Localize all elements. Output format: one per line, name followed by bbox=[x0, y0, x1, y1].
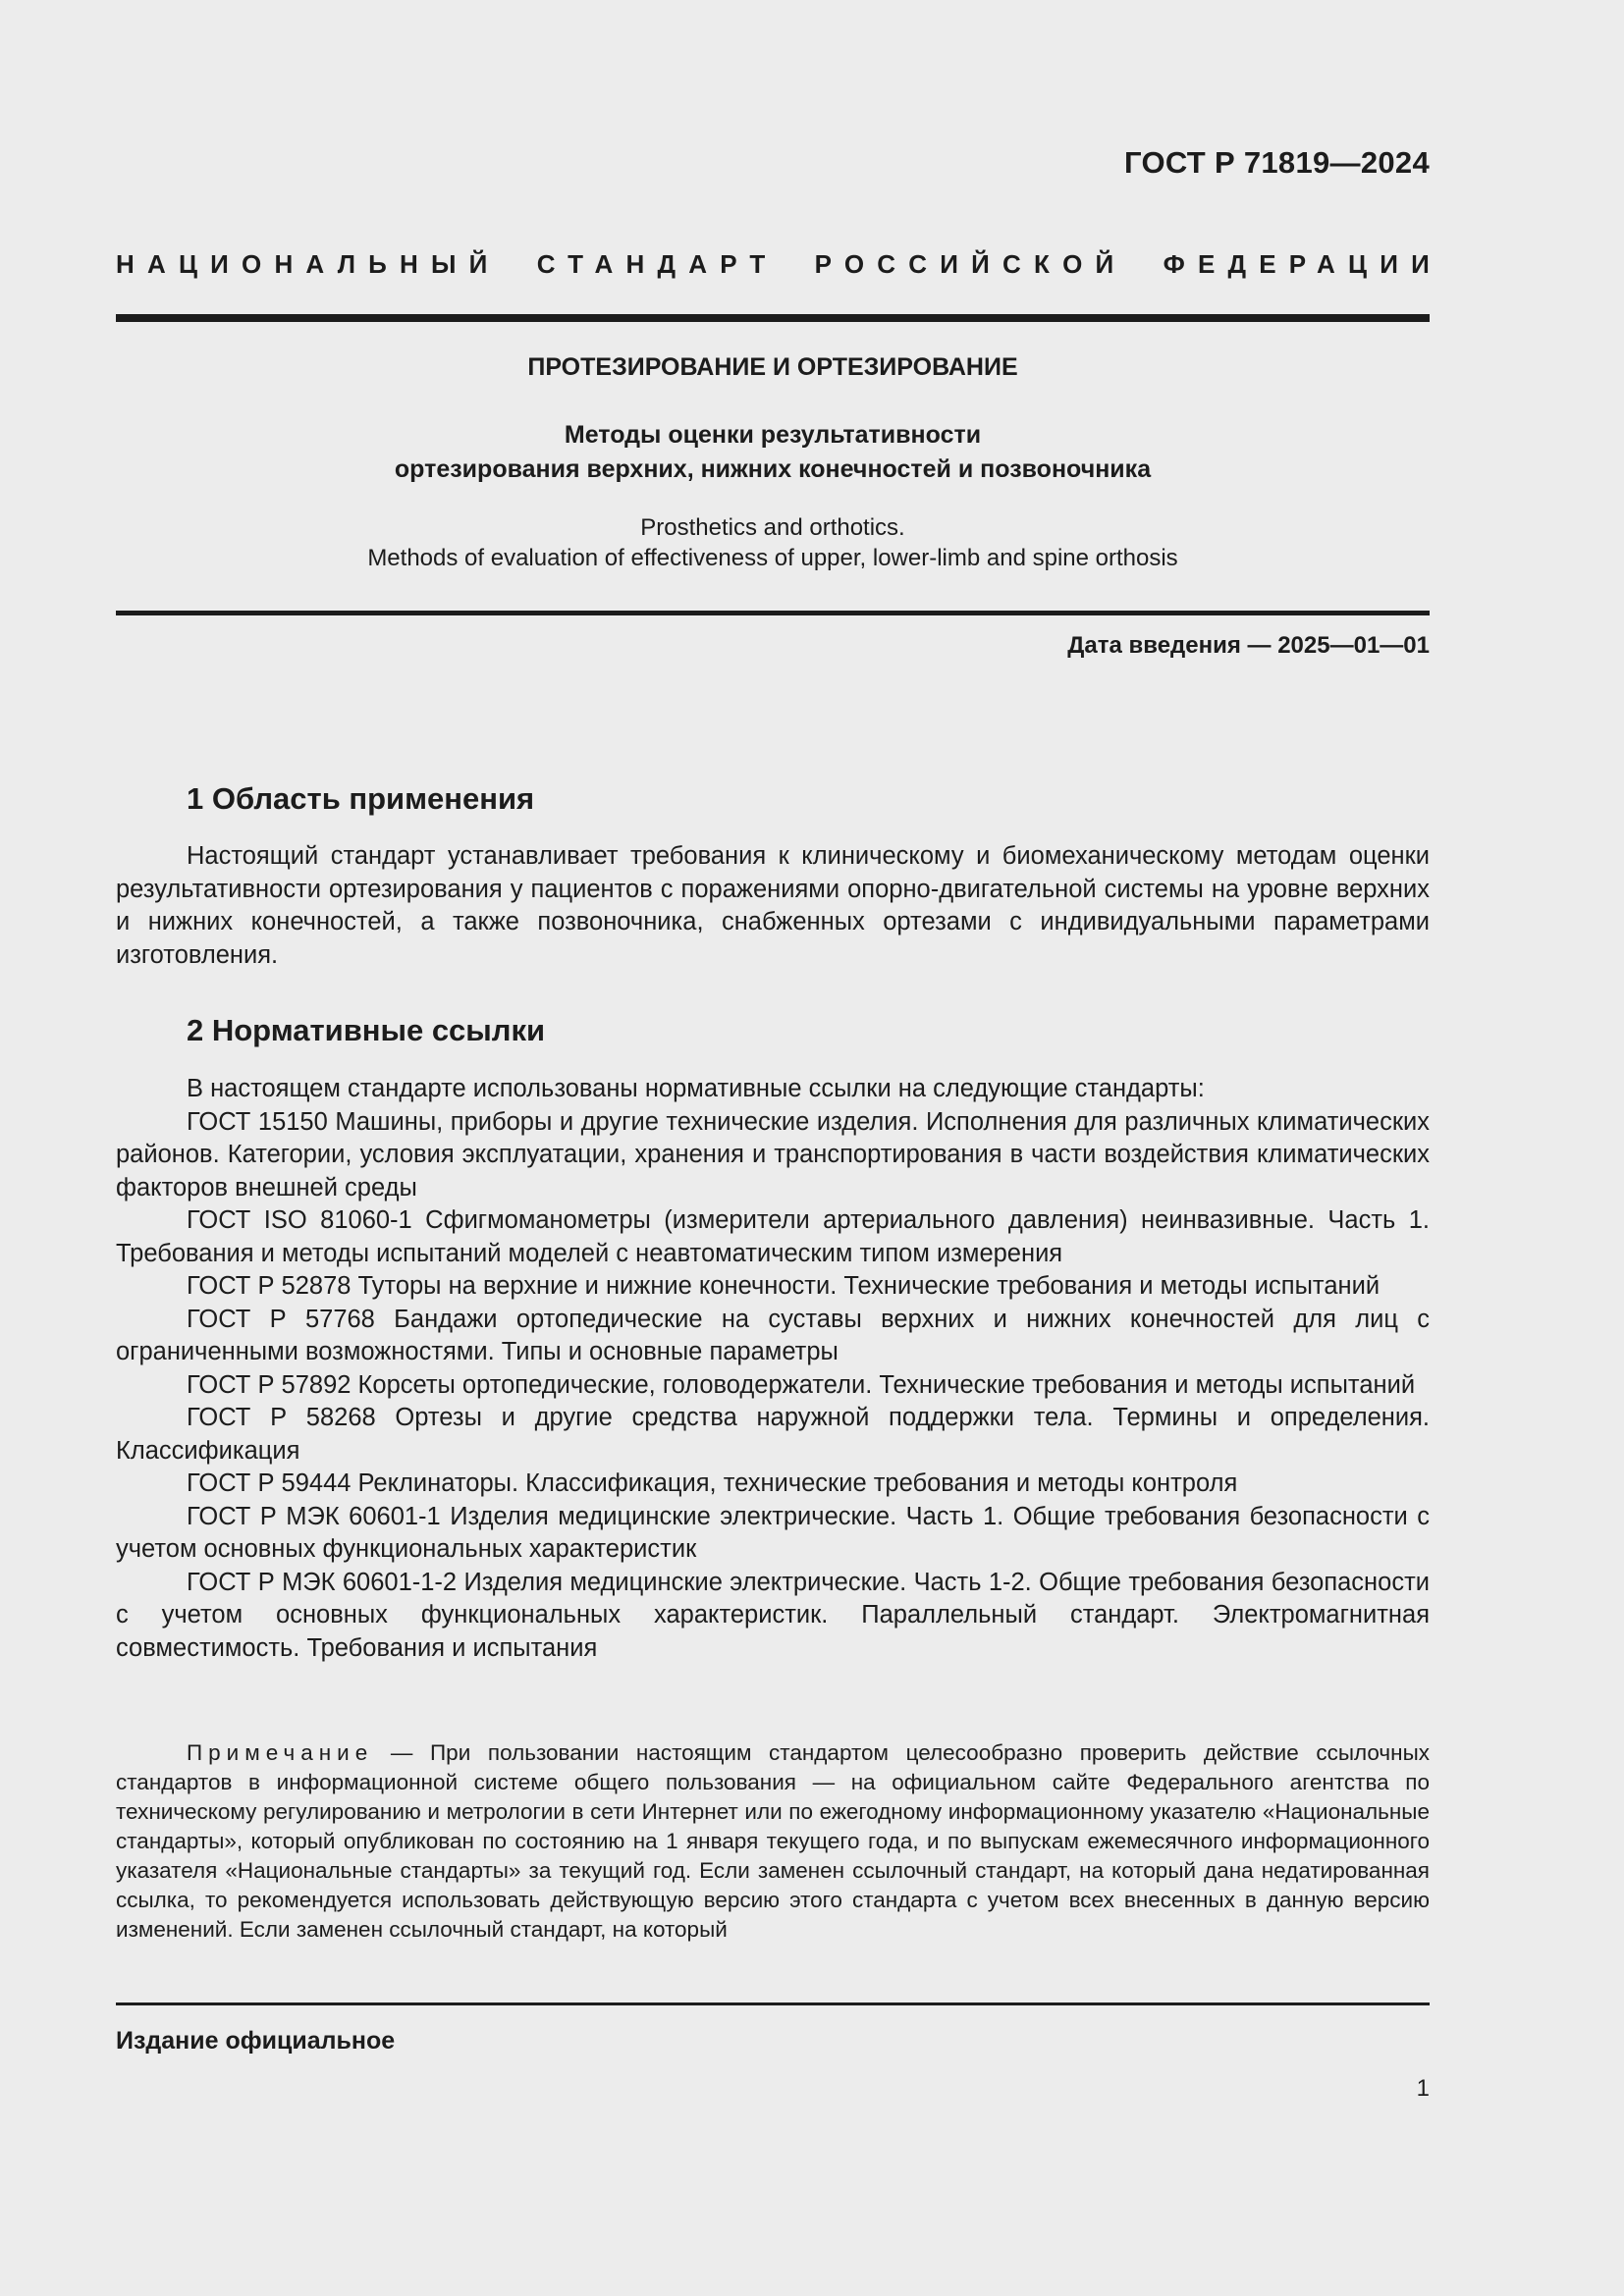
note-text: — При пользовании настоящим стандартом целесообразно проверить действие ссылочных стандартов в информационной системе общего пользования — на официальном сайте Федерального агентства по техническому регулированию и метрологии в сети Интернет или по ежегодному информационному указателю «Национальные стандарты», который опубликован по состоянию на 1 января текущего года, и по выпускам ежемесячного информационного указателя «Национальные стандарты» за текущий год. Если заменен ссылочный стандарт, на который дана недатированная ссылка, то рекомендуется использовать действующую версию этого стандарта с учетом всех внесенных в данную версию изменений. Если заменен ссылочный стандарт, на который bbox=[116, 1740, 1430, 1942]
reference-item: ГОСТ Р 57892 Корсеты ортопедические, головодержатели. Технические требования и методы испытаний bbox=[187, 1370, 1416, 1399]
reference-item: ГОСТ Р МЭК 60601-1-2 Изделия медицинские электрические. Часть 1-2. Общие требования безопасности с учетом основных функциональных характеристик. Параллельный стандарт. Электромагнитная совместимость. Требования и испытания bbox=[116, 1568, 1430, 1662]
normative-references bbox=[116, 1073, 1430, 1665]
national-standard-banner bbox=[116, 249, 1442, 280]
subtitle-line: Методы оценки результативности bbox=[564, 421, 982, 449]
english-title bbox=[116, 512, 1430, 573]
note bbox=[116, 1738, 1430, 1945]
header-divider bbox=[116, 314, 1430, 322]
page-number: 1 bbox=[1416, 2075, 1430, 2102]
banner-word: ФЕДЕРАЦИИ bbox=[1163, 249, 1442, 279]
banner-word: РОССИЙСКОЙ bbox=[814, 249, 1127, 279]
section-1-paragraph: Настоящий стандарт устанавливает требования к клиническому и биомеханическому методам оценки результативности ортезирования у пациентов с поражениями опорно-двигательной системы на уровне верхних и нижних конечностей, а также позвоночника, снабженных ортезами с индивидуальными параметрами изготовления. bbox=[116, 842, 1430, 969]
banner-word: СТАНДАРТ bbox=[536, 249, 779, 279]
document-page bbox=[116, 0, 1442, 2296]
date-of-introduction: Дата введения — 2025—01—01 bbox=[1067, 632, 1430, 659]
reference-item: ГОСТ 15150 Машины, приборы и другие технические изделия. Исполнения для различных климатических районов. Категории, условия эксплуатации, хранения и транспортирования в части воздействия климатических факторов внешней среды bbox=[116, 1107, 1430, 1201]
english-title-line: Methods of evaluation of effectiveness of upper, lower-limb and spine orthosis bbox=[367, 545, 1178, 571]
gost-code: ГОСТ Р 71819—2024 bbox=[1124, 145, 1430, 180]
reference-item: ГОСТ ISO 81060-1 Сфигмоманометры (измерители артериального давления) неинвазивные. Часть 1. Требования и методы испытаний моделей с неавтоматическим типом измерения bbox=[116, 1206, 1430, 1267]
reference-item: ГОСТ Р 57768 Бандажи ортопедические на суставы верхних и нижних конечностей для лиц с ограниченными возможностями. Типы и основные параметры bbox=[116, 1305, 1430, 1365]
document-subtitle bbox=[116, 418, 1430, 487]
official-edition-label: Издание официальное bbox=[116, 2027, 396, 2055]
section-1-body bbox=[116, 840, 1430, 972]
section-1-heading: 1 Область применения bbox=[187, 781, 535, 816]
document-title: ПРОТЕЗИРОВАНИЕ И ОРТЕЗИРОВАНИЕ bbox=[527, 353, 1018, 381]
note-paragraph bbox=[116, 1738, 1430, 1945]
footer-divider bbox=[116, 2002, 1430, 2005]
reference-item: ГОСТ Р 58268 Ортезы и другие средства наружной поддержки тела. Термины и определения. Классификация bbox=[116, 1404, 1430, 1465]
banner-word: НАЦИОНАЛЬНЫЙ bbox=[116, 249, 501, 279]
title-divider bbox=[116, 611, 1430, 615]
reference-item: ГОСТ Р 59444 Реклинаторы. Классификация, технические требования и методы контроля bbox=[187, 1469, 1238, 1497]
note-label: Примечание bbox=[187, 1740, 374, 1765]
references-intro: В настоящем стандарте использованы нормативные ссылки на следующие стандарты: bbox=[187, 1075, 1205, 1102]
reference-item: ГОСТ Р 52878 Туторы на верхние и нижние конечности. Технические требования и методы испытаний bbox=[187, 1272, 1380, 1300]
subtitle-line: ортезирования верхних, нижних конечностей и позвоночника bbox=[394, 455, 1152, 483]
reference-item: ГОСТ Р МЭК 60601-1 Изделия медицинские электрические. Часть 1. Общие требования безопасности с учетом основных функциональных характеристик bbox=[116, 1502, 1430, 1563]
section-2-heading: 2 Нормативные ссылки bbox=[187, 1013, 546, 1047]
english-title-line: Prosthetics and orthotics. bbox=[640, 514, 905, 541]
